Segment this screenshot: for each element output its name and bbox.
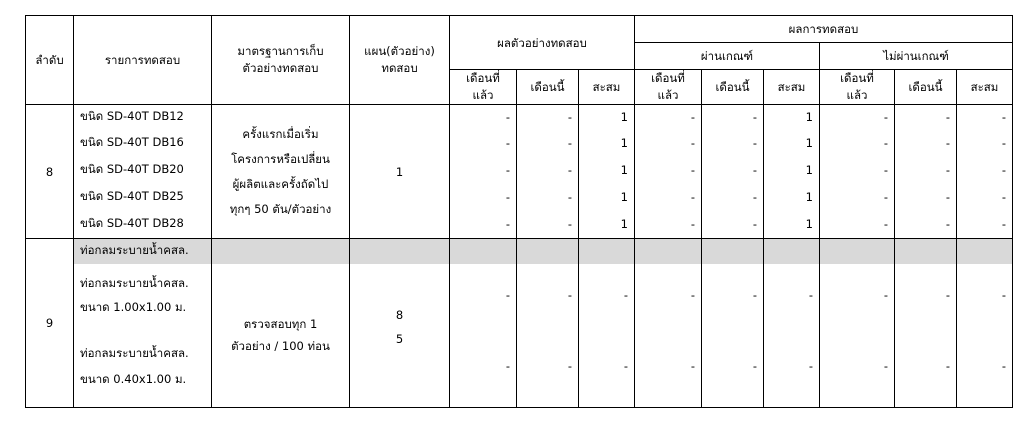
header-pass-this: เดือนนี้ [702, 70, 764, 105]
header-results: ผลการทดสอบ [635, 16, 1013, 43]
table-row: ขนิด SD-40T DB28 - - 1 - - 1 - - - [26, 211, 1013, 239]
row-plan: 5 [350, 326, 450, 408]
item-name: ท่อกลมระบายน้ำคสล. ขนาด 0.40x1.00 ม. [74, 326, 212, 408]
row-no: 8 [26, 105, 74, 239]
item-name: ขนิด SD-40T DB20 [74, 157, 212, 184]
header-plan: แผน(ตัวอย่าง) ทดสอบ [350, 16, 450, 105]
table-row: 8 ขนิด SD-40T DB12 ครั้งแรกเมื่อเริ่ม โครงการหรือเปลี่ยน ผู้ผลิตและครั้งถัดไป ทุกๆ 50 ตัน/ตัวอย่าง 1 - - 1 - - 1 - - - [26, 105, 1013, 130]
header-fail: ไม่ผ่านเกณฑ์ [820, 43, 1013, 70]
header-item: รายการทดสอบ [74, 16, 212, 105]
row-plan: 8 [350, 264, 450, 326]
item-name: ขนิด SD-40T DB28 [74, 211, 212, 239]
table-row: ขนิด SD-40T DB25 - - 1 - - 1 - - - [26, 184, 1013, 211]
header-pass: ผ่านเกณฑ์ [635, 43, 820, 70]
header-standard: มาตรฐานการเก็บ ตัวอย่างทดสอบ [212, 16, 350, 105]
header-row-1 [26, 16, 1013, 43]
row-standard: ตรวจสอบทุก 1 ตัวอย่าง / 100 ท่อน [212, 264, 350, 408]
header-pass-prev: เดือนที่ แล้ว [635, 70, 702, 105]
header-fail-this: เดือนนี้ [895, 70, 957, 105]
header-samples-this: เดือนนี้ [517, 70, 579, 105]
item-name: ท่อกลมระบายน้ำคสล. ขนาด 1.00x1.00 ม. [74, 264, 212, 326]
table-row: ท่อกลมระบายน้ำคสล. ขนาด 1.00x1.00 ม. ตรวจสอบทุก 1 ตัวอย่าง / 100 ท่อน 8 - - - - - - - - - [26, 264, 1013, 326]
table-row: ท่อกลมระบายน้ำคสล. ขนาด 0.40x1.00 ม. 5 - - - - - - - - - [26, 326, 1013, 408]
item-name: ขนิด SD-40T DB12 [74, 105, 212, 130]
row-standard: ครั้งแรกเมื่อเริ่ม โครงการหรือเปลี่ยน ผู้ผลิตและครั้งถัดไป ทุกๆ 50 ตัน/ตัวอย่าง [212, 105, 350, 239]
header-fail-cum: สะสม [957, 70, 1013, 105]
table-row: ขนิด SD-40T DB16 - - 1 - - 1 - - - [26, 130, 1013, 157]
test-results-table [25, 15, 1013, 408]
group-label: ท่อกลมระบายน้ำคสล. [74, 239, 212, 264]
row-no: 9 [26, 239, 74, 408]
item-name: ขนิด SD-40T DB25 [74, 184, 212, 211]
item-name: ขนิด SD-40T DB16 [74, 130, 212, 157]
header-no: ลำดับ [26, 16, 74, 105]
header-samples-prev: เดือนที่ แล้ว [450, 70, 517, 105]
header-samples-cum: สะสม [579, 70, 635, 105]
header-samples: ผลตัวอย่างทดสอบ [450, 16, 635, 70]
row-plan: 1 [350, 105, 450, 239]
header-fail-prev: เดือนที่ แล้ว [820, 70, 895, 105]
table-row: ขนิด SD-40T DB20 - - 1 - - 1 - - - [26, 157, 1013, 184]
header-pass-cum: สะสม [764, 70, 820, 105]
table-row-group [26, 239, 1013, 264]
